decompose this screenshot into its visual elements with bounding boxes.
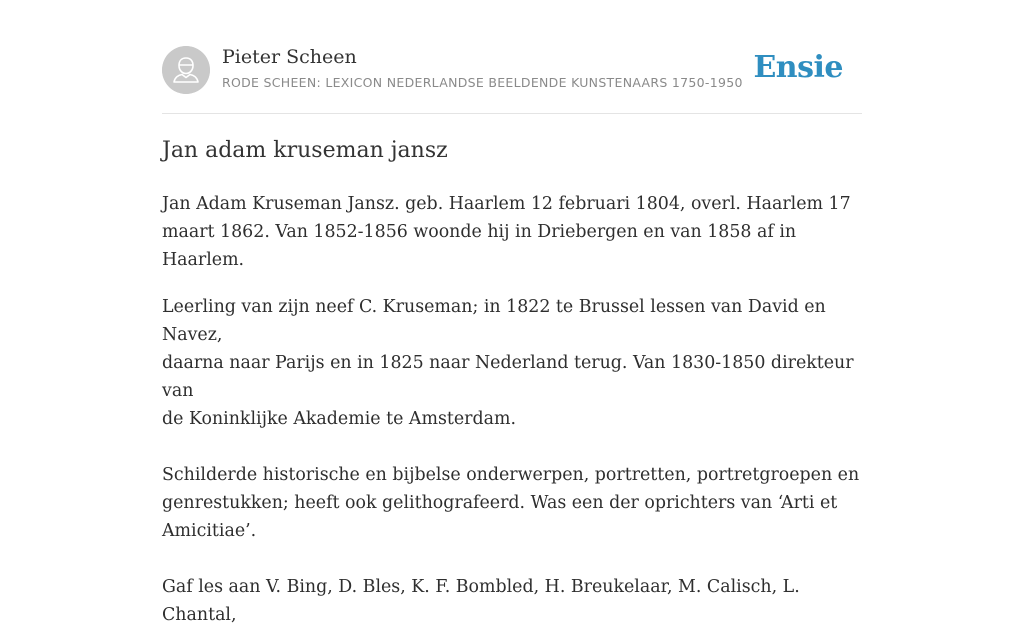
article-paragraph: Gaf les aan V. Bing, D. Bles, K. F. Bombled, H. Breukelaar, M. Calisch, L. Chantal, <box>162 577 800 625</box>
article-paragraph: Schilderde historische en bijbelse onderwerpen, portretten, portretgroepen en genrestukken; heeft ook gelithografeerd. Was een der oprichters van ‘Arti et Amicitiae’. <box>162 465 860 541</box>
article-paragraph: Leerling van zijn neef C. Kruseman; in 1822 te Brussel lessen van David en Navez, daarna naar Parijs en in 1825 naar Nederland terug. Van 1830-1850 direkteur van de Koninklijke Akademie te Amsterdam. <box>162 297 854 429</box>
user-avatar-icon[interactable] <box>162 46 210 94</box>
article-title: Jan adam kruseman jansz <box>162 138 448 163</box>
article-body <box>162 190 867 629</box>
header-divider <box>162 113 862 114</box>
source-title[interactable]: RODE SCHEEN: LEXICON NEDERLANDSE BEELDENDE KUNSTENAARS 1750-1950 <box>222 75 743 90</box>
article-paragraph: Jan Adam Kruseman Jansz. geb. Haarlem 12 februari 1804, overl. Haarlem 17 maart 1862. Van 1852-1856 woonde hij in Driebergen en van 1858 af in Haarlem. <box>162 194 851 270</box>
author-name[interactable]: Pieter Scheen <box>222 46 357 68</box>
article-header <box>162 46 862 96</box>
ensie-logo[interactable]: Ensie <box>753 50 843 85</box>
